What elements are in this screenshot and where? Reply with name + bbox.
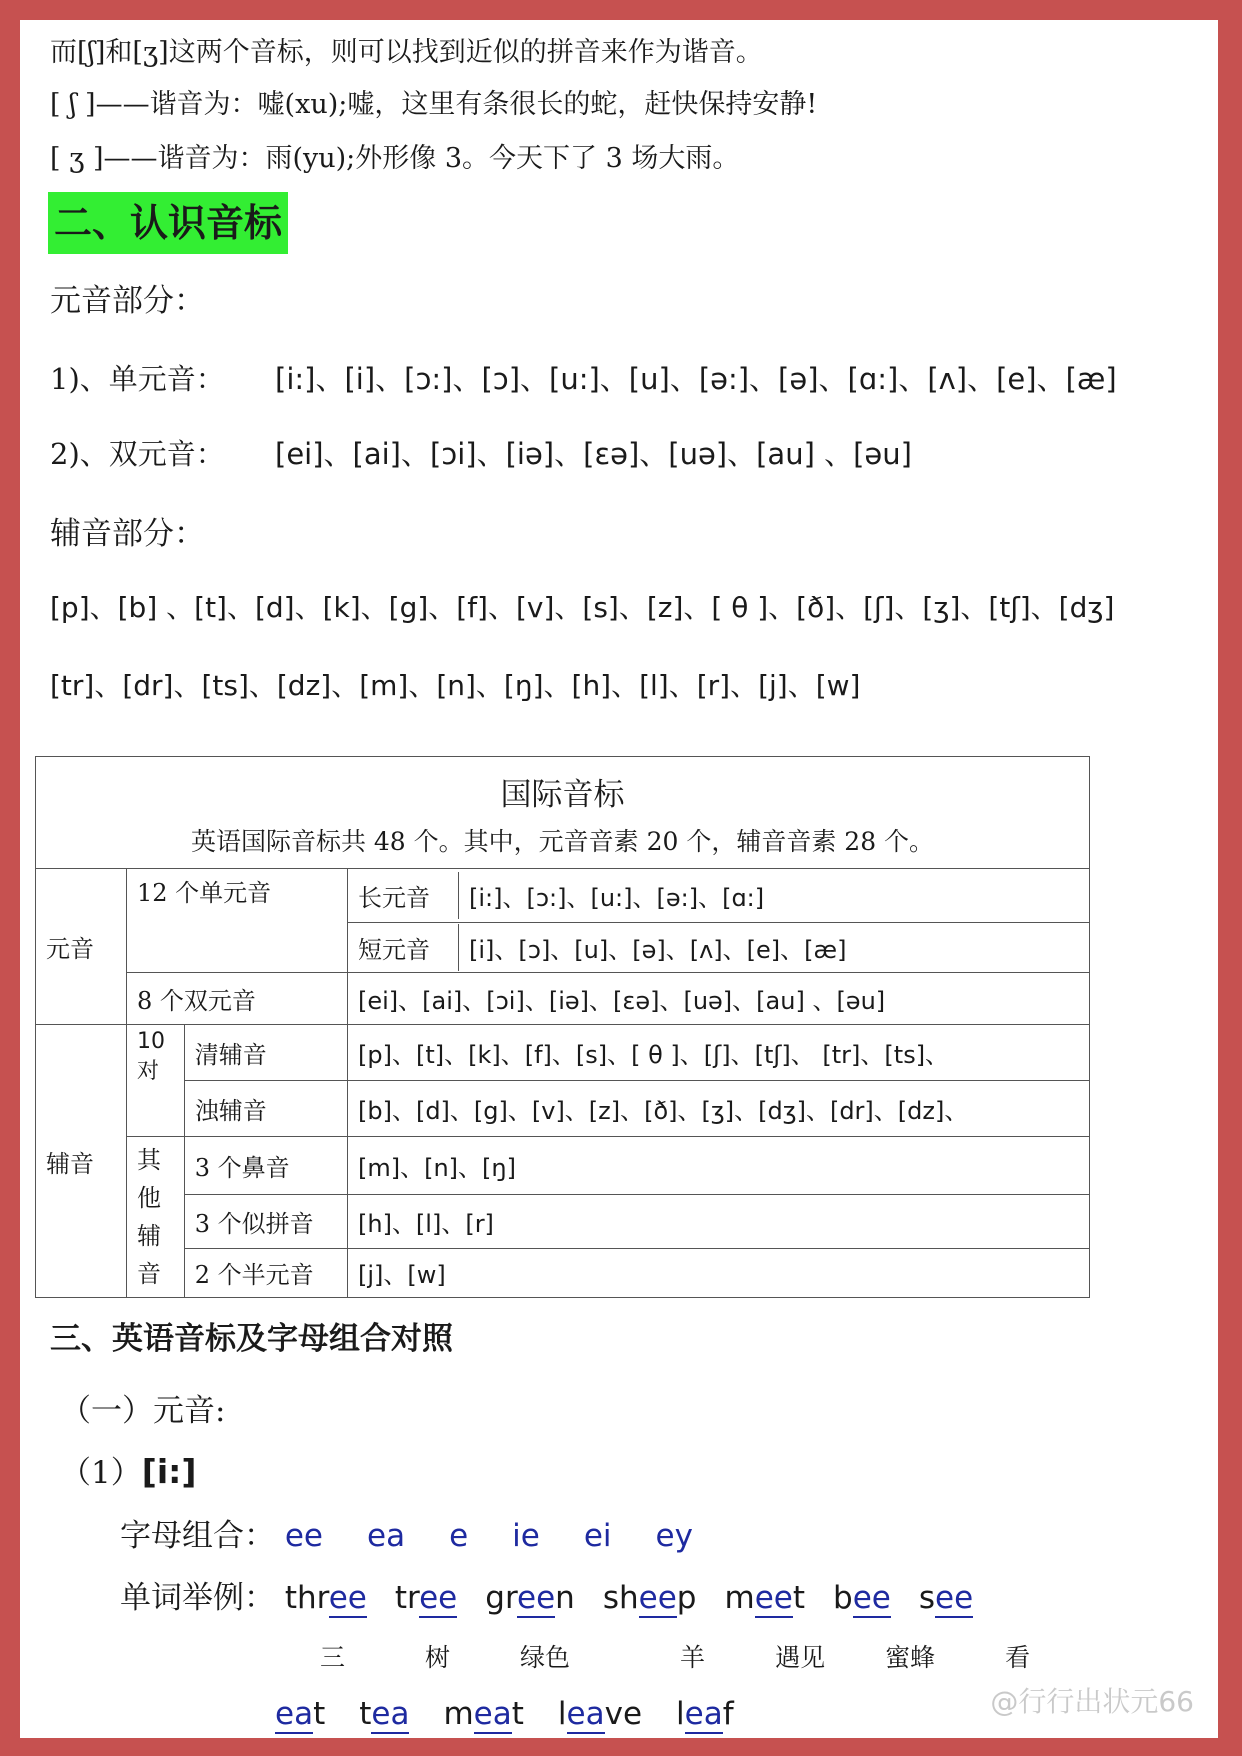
vowel-subheading: （一）元音:	[60, 1393, 226, 1429]
word-meaning: 羊	[680, 1643, 706, 1672]
pairs-10-cell	[127, 1025, 185, 1137]
pairs-10-number: 10	[137, 1029, 165, 1054]
section-3-heading: 三、英语音标及字母组合对照	[50, 1321, 453, 1357]
voiceless-label: 清辅音	[184, 1025, 347, 1081]
item-1-heading	[60, 1447, 196, 1492]
highlighted-letters: ea	[566, 1696, 605, 1732]
word-meaning: 绿色	[520, 1643, 571, 1672]
letter-combo: ei	[583, 1518, 612, 1554]
highlighted-letters: ee	[328, 1580, 367, 1616]
example-word: meet	[724, 1580, 805, 1616]
intro-line-3: [ ʒ ]——谐音为：雨(yu);外形像 3。今天下了 3 场大雨。	[50, 143, 740, 174]
voiced-label: 浊辅音	[184, 1081, 347, 1137]
monophthong-list: [i:]、[i]、[ɔ:]、[ɔ]、[u:]、[u]、[ə:]、[ə]、[ɑ:]、[ʌ]、[e]、[æ]	[275, 362, 1117, 396]
diphthong-list: [ei]、[ai]、[ɔi]、[iə]、[ɛə]、[uə]、[au] 、[əu]	[275, 437, 912, 471]
letter-combo: ie	[512, 1518, 540, 1554]
example-words-row-2	[275, 1696, 768, 1732]
other-char-1: 其	[137, 1146, 161, 1174]
example-words-row	[120, 1572, 1001, 1617]
word-meaning: 树	[425, 1643, 451, 1672]
word-meaning: 遇见	[775, 1643, 826, 1672]
voiceless-values: [p]、[t]、[k]、[f]、[s]、[ θ ]、[ʃ]、[tʃ]、 [tr]、[ts]、	[348, 1025, 1090, 1081]
example-word: green	[485, 1580, 575, 1616]
other-char-4: 音	[137, 1260, 161, 1288]
consonant-row-2: [tr]、[dr]、[ts]、[dz]、[m]、[n]、[ŋ]、[h]、[l]、[r]、[j]、[w]	[50, 669, 861, 702]
example-word: leave	[557, 1696, 643, 1732]
table-summary: 英语国际音标共 48 个。其中，元音音素 20 个，辅音音素 28 个。	[190, 827, 935, 856]
consonants-title: 辅音部分：	[50, 516, 205, 552]
short-vowel-cell	[348, 923, 1090, 973]
highlighted-letters: ee	[638, 1580, 677, 1616]
watermark: @行行出状元66	[990, 1685, 1194, 1718]
example-word: sheep	[602, 1580, 697, 1616]
example-words-label: 单词举例：	[120, 1580, 275, 1616]
voiced-values: [b]、[d]、[g]、[v]、[z]、[ð]、[ʒ]、[dʒ]、[dr]、[dz]、	[348, 1081, 1090, 1137]
item-1-number: （1）	[60, 1455, 142, 1491]
letter-combo: ea	[367, 1518, 406, 1554]
pinyinlike-label: 3 个似拼音	[184, 1194, 347, 1248]
intro-line-2: [ ʃ ]——谐音为：嘘(xu);嘘，这里有条很长的蛇，赶快保持安静!	[50, 89, 818, 120]
short-vowel-label: 短元音	[348, 924, 459, 971]
diph8-label: 8 个双元音	[127, 973, 348, 1025]
letter-combo: ee	[284, 1518, 324, 1554]
intro-line-1: 而[ʃ]和[ʒ]这两个音标，则可以找到近似的拼音来作为谐音。	[50, 37, 763, 68]
pairs-10-unit: 对	[137, 1059, 160, 1084]
consonant-row-1: [p]、[b] 、[t]、[d]、[k]、[g]、[f]、[v]、[s]、[z]、[ θ ]、[ð]、[ʃ]、[ʒ]、[tʃ]、[dʒ]	[50, 591, 1115, 624]
monophthong-row	[50, 357, 1117, 398]
example-word: leaf	[676, 1696, 734, 1732]
diphthong-row	[50, 432, 912, 473]
example-word: eat	[275, 1696, 326, 1732]
word-meaning: 看	[1005, 1643, 1031, 1672]
word-meaning: 蜜蜂	[885, 1643, 936, 1672]
item-1-ipa: [i:]	[141, 1452, 197, 1491]
highlighted-letters: ea	[371, 1696, 410, 1732]
long-vowel-cell	[348, 869, 1090, 923]
section-2-heading: 二、认识音标	[48, 192, 288, 254]
document-page	[20, 20, 1218, 1738]
long-vowel-label: 长元音	[348, 872, 459, 919]
highlighted-letters: ee	[517, 1580, 556, 1616]
example-word: tea	[359, 1696, 410, 1732]
example-word: meat	[443, 1696, 524, 1732]
highlighted-letters: ee	[419, 1580, 458, 1616]
letter-combo: ey	[655, 1518, 693, 1554]
example-word: see	[918, 1580, 974, 1616]
long-vowel-values: [i:]、[ɔ:]、[u:]、[ə:]、[ɑ:]	[469, 884, 765, 912]
monophthong-label: 1)、单元音：	[50, 362, 225, 396]
example-word: tree	[394, 1580, 458, 1616]
letter-combo: e	[449, 1518, 469, 1554]
other-char-3: 辅	[137, 1222, 161, 1250]
ipa-table	[35, 756, 1090, 1298]
mono12-label: 12 个单元音	[127, 869, 348, 973]
diph8-values: [ei]、[ai]、[ɔi]、[iə]、[ɛə]、[uə]、[au] 、[əu]	[348, 973, 1090, 1025]
letter-combos-label: 字母组合：	[120, 1518, 275, 1554]
table-title: 国际音标	[500, 777, 625, 813]
pinyinlike-values: [h]、[l]、[r]	[348, 1194, 1090, 1248]
other-consonants-cell	[127, 1137, 185, 1298]
semivowel-label: 2 个半元音	[184, 1248, 347, 1297]
highlighted-letters: ea	[684, 1696, 723, 1732]
letter-combos	[285, 1518, 693, 1554]
nasal-values: [m]、[n]、[ŋ]	[348, 1137, 1090, 1195]
table-header	[36, 757, 1090, 869]
highlighted-letters: ee	[935, 1580, 974, 1616]
semivowel-values: [j]、[w]	[348, 1248, 1090, 1297]
word-meanings	[320, 1638, 1030, 1674]
consonant-category: 辅音	[36, 1025, 127, 1298]
short-vowel-values: [i]、[ɔ]、[u]、[ə]、[ʌ]、[e]、[æ]	[469, 936, 847, 964]
highlighted-letters: ee	[852, 1580, 891, 1616]
other-char-2: 他	[137, 1184, 161, 1212]
letter-combos-row	[120, 1510, 693, 1555]
example-words	[285, 1580, 1001, 1616]
example-word: bee	[833, 1580, 891, 1616]
diphthong-label: 2)、双元音：	[50, 437, 225, 471]
vowel-category: 元音	[36, 869, 127, 1025]
word-meaning: 三	[320, 1643, 346, 1672]
highlighted-letters: ea	[275, 1696, 314, 1732]
highlighted-letters: ea	[473, 1696, 512, 1732]
vowels-title: 元音部分：	[50, 283, 205, 319]
example-word: three	[284, 1580, 367, 1616]
highlighted-letters: ee	[754, 1580, 793, 1616]
nasal-label: 3 个鼻音	[184, 1137, 347, 1195]
